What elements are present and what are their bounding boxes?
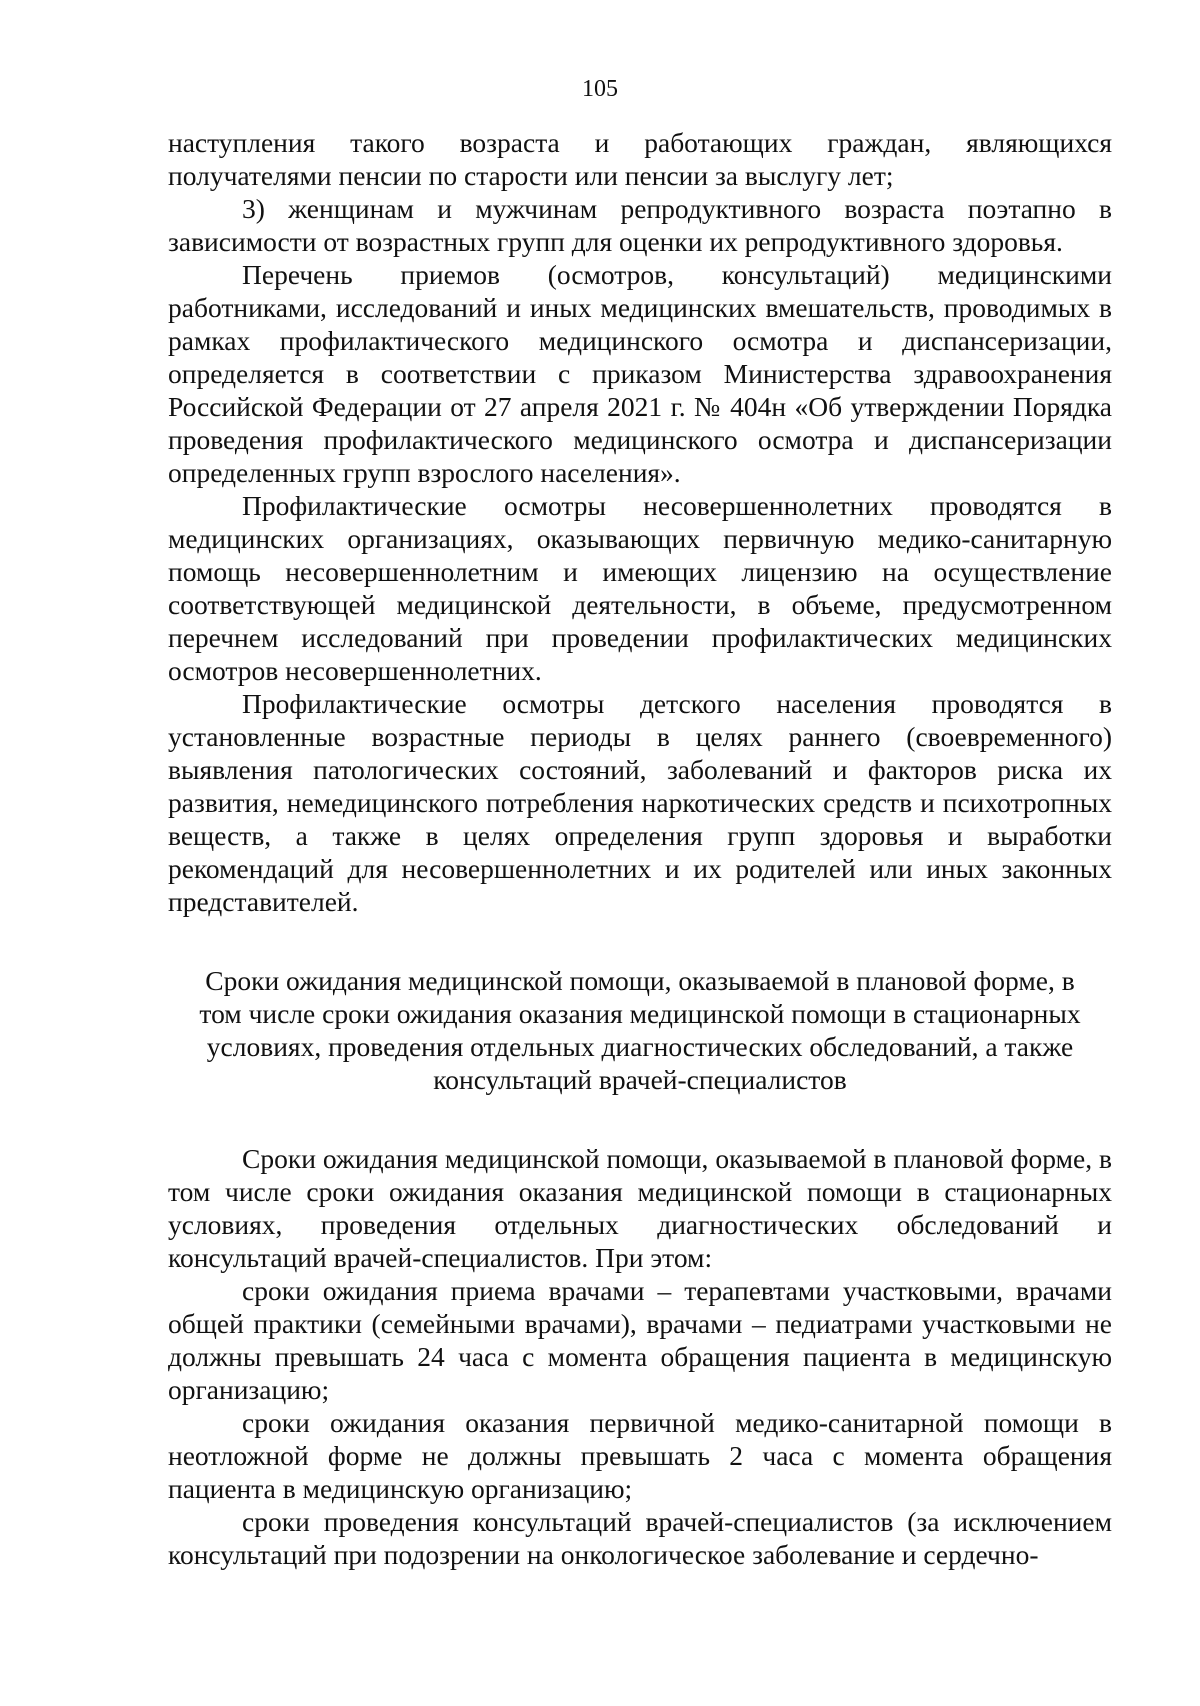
paragraph-minors-examinations: Профилактические осмотры несовершеннолетних проводятся в медицинских организациях, оказывающих первичную медико-санитарную помощь несовершеннолетним и имеющих лицензию на осуществление соответствующей медицинской деятельности, в объеме, предусмотренном перечнем исследований при проведении профилактических медицинских осмотров несовершеннолетних.: [168, 490, 1112, 686]
paragraph-urgent-care-waiting: сроки ожидания оказания первичной медико-санитарной помощи в неотложной форме не должны превышать 2 часа с момента обращения пациента в медицинскую организацию;: [168, 1407, 1112, 1504]
paragraph-examination-list: Перечень приемов (осмотров, консультаций) медицинскими работниками, исследований и иных медицинских вмешательств, проводимых в рамках профилактического медицинского осмотра и диспансеризации, определяется в соответствии с приказом Министерства здравоохранения Российской Федерации от 27 апреля 2021 г. № 404н «Об утверждении Порядка проведения профилактического медицинского осмотра и диспансеризации определенных групп взрослого населения».: [168, 259, 1112, 488]
paragraph-reproductive-health: 3) женщинам и мужчинам репродуктивного возраста поэтапно в зависимости от возрастных групп для оценки их репродуктивного здоровья.: [168, 193, 1112, 257]
spacer: [168, 918, 1112, 964]
section-heading: Сроки ожидания медицинской помощи, оказываемой в плановой форме, в том числе сроки ожидания оказания медицинской помощи в стационарных условиях, проведения отдельных диагностических обследований, а также консультаций врачей-специалистов: [199, 965, 1081, 1095]
paragraph-waiting-times: Сроки ожидания медицинской помощи, оказываемой в плановой форме, в том числе сроки ожидания оказания медицинской помощи в стационарных условиях, проведения отдельных диагностических обследований и консультаций врачей-специалистов. При этом:: [168, 1143, 1112, 1273]
document-body: [168, 126, 1112, 1571]
page-number: 105: [582, 76, 618, 102]
paragraph-specialist-consultations: сроки проведения консультаций врачей-специалистов (за исключением консультаций при подозрении на онкологическое заболевание и сердечно-: [168, 1506, 1112, 1570]
paragraph-therapist-waiting: сроки ожидания приема врачами – терапевтами участковыми, врачами общей практики (семейными врачами), врачами – педиатрами участковыми не должны превышать 24 часа с момента обращения пациента в медицинскую организацию;: [168, 1275, 1112, 1405]
paragraph-children-examinations: Профилактические осмотры детского населения проводятся в установленные возрастные периоды в целях раннего (своевременного) выявления патологических состояний, заболеваний и факторов риска их развития, немедицинского потребления наркотических средств и психотропных веществ, а также в целях определения групп здоровья и выработки рекомендаций для несовершеннолетних и их родителей или иных законных представителей.: [168, 688, 1112, 917]
spacer: [168, 1096, 1112, 1142]
paragraph-continuation: наступления такого возраста и работающих граждан, являющихся получателями пенсии по старости или пенсии за выслугу лет;: [168, 127, 1112, 191]
